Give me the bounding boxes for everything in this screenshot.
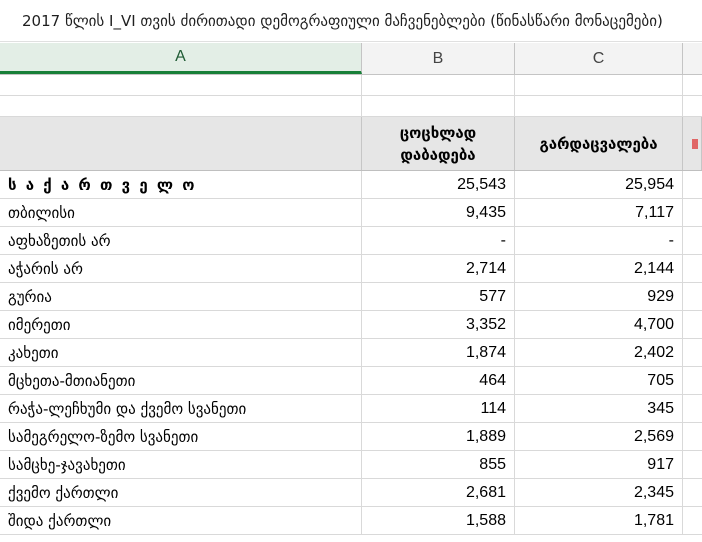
column-header-a[interactable]: A — [0, 43, 362, 74]
deaths-cell[interactable]: 2,569 — [515, 423, 683, 450]
births-cell[interactable]: 1,874 — [362, 339, 515, 366]
cell[interactable] — [683, 339, 702, 366]
cell[interactable] — [683, 451, 702, 478]
region-cell[interactable]: აჭარის არ — [0, 255, 362, 282]
cell[interactable] — [0, 75, 362, 95]
table-row — [0, 227, 702, 255]
table-row — [0, 367, 702, 395]
data-rows — [0, 171, 702, 535]
column-header-c[interactable]: C — [515, 43, 683, 74]
region-cell[interactable]: მცხეთა-მთიანეთი — [0, 367, 362, 394]
deaths-cell[interactable]: 705 — [515, 367, 683, 394]
deaths-cell[interactable]: - — [515, 227, 683, 254]
cell[interactable] — [683, 283, 702, 310]
births-cell[interactable]: 855 — [362, 451, 515, 478]
deaths-cell[interactable]: 1,781 — [515, 507, 683, 534]
deaths-cell[interactable]: 917 — [515, 451, 683, 478]
header-cell-deaths[interactable]: გარდაცვალება — [515, 117, 683, 170]
region-cell[interactable]: ს ა ქ ა რ თ ვ ე ლ ო — [0, 171, 362, 198]
truncated-text-mark — [692, 139, 698, 149]
region-cell[interactable]: სამეგრელო-ზემო სვანეთი — [0, 423, 362, 450]
region-cell[interactable]: იმერეთი — [0, 311, 362, 338]
deaths-cell[interactable]: 345 — [515, 395, 683, 422]
cell[interactable] — [683, 311, 702, 338]
table-row — [0, 199, 702, 227]
deaths-cell[interactable]: 2,345 — [515, 479, 683, 506]
formula-bar-text: 2017 წლის I_VI თვის ძირითადი დემოგრაფიული მაჩვენებლები (წინასწარი მონაცემები) — [22, 11, 663, 30]
table-row — [0, 171, 702, 199]
cell-grid — [0, 75, 702, 535]
blank-row — [0, 96, 702, 117]
formula-bar[interactable] — [0, 0, 702, 42]
births-cell[interactable]: - — [362, 227, 515, 254]
column-header-d[interactable] — [683, 43, 702, 74]
cell[interactable] — [683, 75, 702, 95]
table-header-row — [0, 117, 702, 171]
header-cell-region[interactable] — [0, 117, 362, 170]
cell[interactable] — [515, 75, 683, 95]
deaths-cell[interactable]: 929 — [515, 283, 683, 310]
births-cell[interactable]: 1,889 — [362, 423, 515, 450]
region-cell[interactable]: კახეთი — [0, 339, 362, 366]
cell[interactable] — [683, 395, 702, 422]
region-cell[interactable]: თბილისი — [0, 199, 362, 226]
births-cell[interactable]: 3,352 — [362, 311, 515, 338]
deaths-cell[interactable]: 25,954 — [515, 171, 683, 198]
column-headers — [0, 43, 702, 75]
births-cell[interactable]: 25,543 — [362, 171, 515, 198]
table-row — [0, 339, 702, 367]
table-row — [0, 395, 702, 423]
cell[interactable] — [515, 96, 683, 116]
table-row — [0, 423, 702, 451]
region-cell[interactable]: აფხაზეთის არ — [0, 227, 362, 254]
births-cell[interactable]: 577 — [362, 283, 515, 310]
region-cell[interactable]: ქვემო ქართლი — [0, 479, 362, 506]
deaths-cell[interactable]: 2,402 — [515, 339, 683, 366]
region-cell[interactable]: რაჭა-ლეჩხუმი და ქვემო სვანეთი — [0, 395, 362, 422]
deaths-cell[interactable]: 7,117 — [515, 199, 683, 226]
column-header-b[interactable]: B — [362, 43, 515, 74]
cell[interactable] — [683, 171, 702, 198]
births-cell[interactable]: 2,714 — [362, 255, 515, 282]
table-row — [0, 255, 702, 283]
cell[interactable] — [683, 423, 702, 450]
cell[interactable] — [683, 255, 702, 282]
births-cell[interactable]: 114 — [362, 395, 515, 422]
cell[interactable] — [683, 507, 702, 534]
table-row — [0, 283, 702, 311]
table-row — [0, 451, 702, 479]
cell[interactable] — [0, 96, 362, 116]
table-row — [0, 311, 702, 339]
region-cell[interactable]: შიდა ქართლი — [0, 507, 362, 534]
births-cell[interactable]: 464 — [362, 367, 515, 394]
table-row — [0, 479, 702, 507]
header-cell-births[interactable]: ცოცხლად დაბადება — [362, 117, 515, 170]
region-cell[interactable]: სამცხე-ჯავახეთი — [0, 451, 362, 478]
cell[interactable] — [362, 75, 515, 95]
cell[interactable] — [683, 227, 702, 254]
header-cell-next[interactable] — [683, 117, 702, 170]
blank-row — [0, 75, 702, 96]
cell[interactable] — [683, 367, 702, 394]
cell[interactable] — [362, 96, 515, 116]
cell[interactable] — [683, 96, 702, 116]
region-cell[interactable]: გურია — [0, 283, 362, 310]
births-cell[interactable]: 9,435 — [362, 199, 515, 226]
births-cell[interactable]: 2,681 — [362, 479, 515, 506]
cell[interactable] — [683, 479, 702, 506]
table-row — [0, 507, 702, 535]
deaths-cell[interactable]: 2,144 — [515, 255, 683, 282]
births-cell[interactable]: 1,588 — [362, 507, 515, 534]
deaths-cell[interactable]: 4,700 — [515, 311, 683, 338]
cell[interactable] — [683, 199, 702, 226]
